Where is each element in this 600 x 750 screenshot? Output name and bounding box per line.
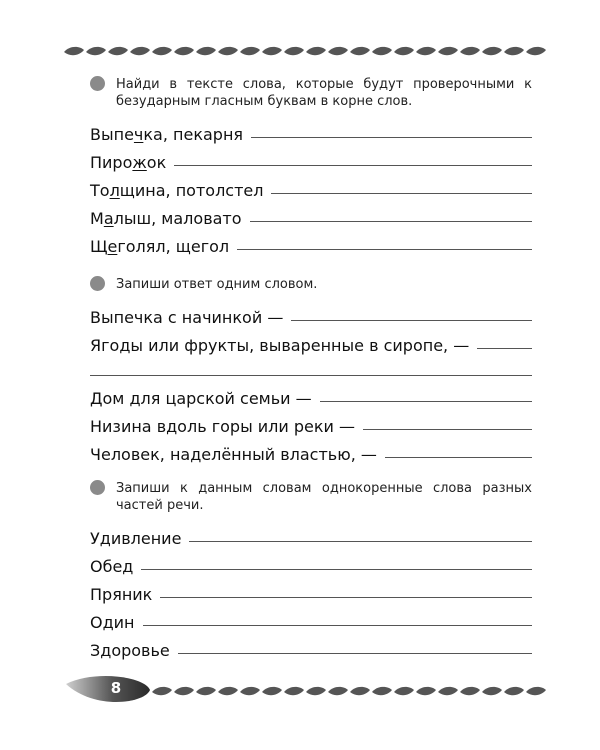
leaf-icon — [438, 47, 458, 55]
answer-line-continuation[interactable] — [90, 355, 532, 376]
leaf-icon — [240, 47, 260, 55]
answer-line[interactable] — [174, 164, 532, 166]
source-word: Один — [90, 613, 135, 632]
leaf-icon — [306, 47, 326, 55]
leaf-icon — [174, 47, 194, 55]
exercise-1-instruction-block — [90, 76, 532, 110]
leaf-icon — [328, 687, 348, 695]
page-number: 8 — [110, 679, 122, 697]
definition: Дом для царской семьи — — [90, 389, 312, 408]
answer-row — [90, 380, 532, 408]
exercise-1-instruction: Найди в тексте слова, которые будут проверочными к безударным гласным буквам в корне слов. — [116, 77, 532, 109]
answer-row — [90, 408, 532, 436]
definition: Низина вдоль горы или реки — — [90, 417, 356, 436]
exercise-3 — [90, 480, 532, 660]
answer-row — [90, 116, 532, 144]
source-word: Обед — [90, 557, 134, 576]
word-pair: Пирожок — [90, 153, 167, 172]
exercise-2-instruction-block — [90, 276, 532, 293]
bottom-leaf-border — [150, 684, 550, 698]
answer-line[interactable] — [385, 456, 532, 458]
answer-row — [90, 576, 532, 604]
leaf-icon — [284, 47, 304, 55]
source-word: Пряник — [90, 585, 153, 604]
leaf-icon — [460, 47, 480, 55]
leaf-icon — [482, 687, 502, 695]
leaf-icon — [196, 687, 216, 695]
answer-line[interactable] — [291, 319, 532, 321]
top-leaf-border — [62, 44, 552, 58]
bullet-icon — [90, 276, 105, 291]
definition: Ягоды или фрукты, вываренные в сиропе, — — [90, 336, 470, 355]
answer-line[interactable] — [363, 428, 532, 430]
answer-line[interactable] — [237, 248, 532, 250]
leaf-icon — [482, 47, 502, 55]
leaf-icon — [394, 47, 414, 55]
leaf-icon — [152, 47, 172, 55]
leaf-icon — [504, 47, 524, 55]
answer-line[interactable] — [271, 192, 532, 194]
answer-row — [90, 548, 532, 576]
leaf-icon — [372, 47, 392, 55]
word-pair: Выпечка, пекарня — [90, 125, 244, 144]
leaf-icon — [284, 687, 304, 695]
answer-line[interactable] — [189, 540, 532, 542]
leaf-icon — [350, 687, 370, 695]
answer-row — [90, 228, 532, 256]
leaf-icon — [86, 47, 106, 55]
bullet-icon — [90, 76, 105, 91]
leaf-icon — [262, 47, 282, 55]
answer-row — [90, 632, 532, 660]
exercise-3-instruction: Запиши к данным словам однокоренные слова разных частей речи. — [116, 481, 532, 513]
answer-line[interactable] — [160, 596, 532, 598]
word-pair: Толщина, потолстел — [90, 181, 264, 200]
leaf-icon — [306, 687, 326, 695]
leaf-icon — [526, 687, 546, 695]
answer-line[interactable] — [477, 347, 532, 349]
leaf-icon — [218, 47, 238, 55]
leaf-icon — [130, 47, 150, 55]
answer-row — [90, 144, 532, 172]
answer-row — [90, 436, 532, 464]
answer-row — [90, 520, 532, 548]
answer-line[interactable] — [320, 400, 532, 402]
answer-row — [90, 299, 532, 327]
exercise-1 — [90, 76, 532, 256]
answer-line[interactable] — [143, 624, 532, 626]
leaf-icon — [350, 47, 370, 55]
leaf-icon — [328, 47, 348, 55]
bullet-icon — [90, 480, 105, 495]
definition: Выпечка с начинкой — — [90, 308, 284, 327]
answer-row — [90, 604, 532, 632]
leaf-icon — [372, 687, 392, 695]
leaf-icon — [526, 47, 546, 55]
source-word: Удивление — [90, 529, 182, 548]
leaf-icon — [196, 47, 216, 55]
answer-line[interactable] — [251, 136, 532, 138]
leaf-icon — [218, 687, 238, 695]
answer-row — [90, 172, 532, 200]
leaf-icon — [64, 47, 84, 55]
definition: Человек, наделённый властью, — — [90, 445, 377, 464]
word-pair: Щеголял, щегол — [90, 237, 230, 256]
answer-line[interactable] — [250, 220, 532, 222]
leaf-icon — [460, 687, 480, 695]
leaf-icon — [152, 687, 172, 695]
word-pair: Малыш, маловато — [90, 209, 242, 228]
leaf-icon — [174, 687, 194, 695]
leaf-icon — [240, 687, 260, 695]
answer-line[interactable] — [178, 652, 532, 654]
leaf-icon — [416, 47, 436, 55]
leaf-icon — [416, 687, 436, 695]
leaf-border-icon — [62, 44, 552, 58]
exercise-3-instruction-block — [90, 480, 532, 514]
leaf-icon — [504, 687, 524, 695]
exercise-2-instruction: Запиши ответ одним словом. — [116, 277, 318, 292]
answer-line[interactable] — [141, 568, 532, 570]
source-word: Здоровье — [90, 641, 170, 660]
leaf-icon — [262, 687, 282, 695]
leaf-icon — [108, 47, 128, 55]
exercise-2 — [90, 276, 532, 464]
leaf-icon — [438, 687, 458, 695]
leaf-icon — [394, 687, 414, 695]
answer-row — [90, 200, 532, 228]
leaf-border-icon — [150, 684, 550, 698]
answer-row — [90, 327, 532, 355]
